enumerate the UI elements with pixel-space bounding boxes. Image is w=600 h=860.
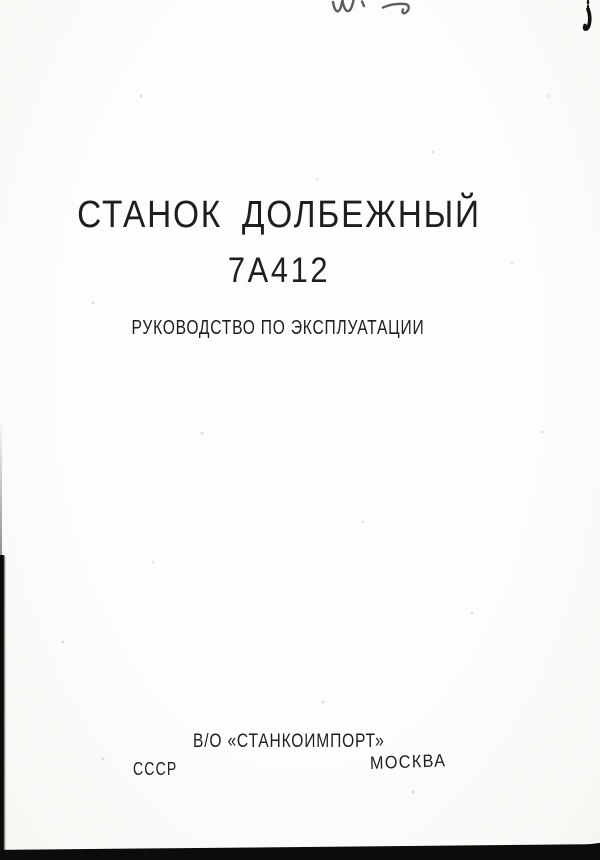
imprint-city: МОСКВА	[369, 750, 447, 773]
pen-stroke-icon	[0, 0, 600, 45]
title-block	[0, 196, 558, 288]
scan-edge-bottom	[0, 844, 600, 860]
machine-model: 7А412	[227, 251, 331, 290]
scan-edge-left	[0, 555, 6, 860]
publisher-name: В/О «СТАНКОИМПОРТ»	[193, 731, 385, 752]
machine-title: СТАНОК ДОЛБЕЖНЫЙ	[77, 194, 481, 236]
document-subtitle: РУКОВОДСТВО ПО ЭКСПЛУАТАЦИИ	[131, 317, 425, 339]
scan-speckles	[0, 0, 2, 2]
imprint-country: СССР	[133, 759, 178, 779]
handwriting-mark	[0, 0, 600, 40]
